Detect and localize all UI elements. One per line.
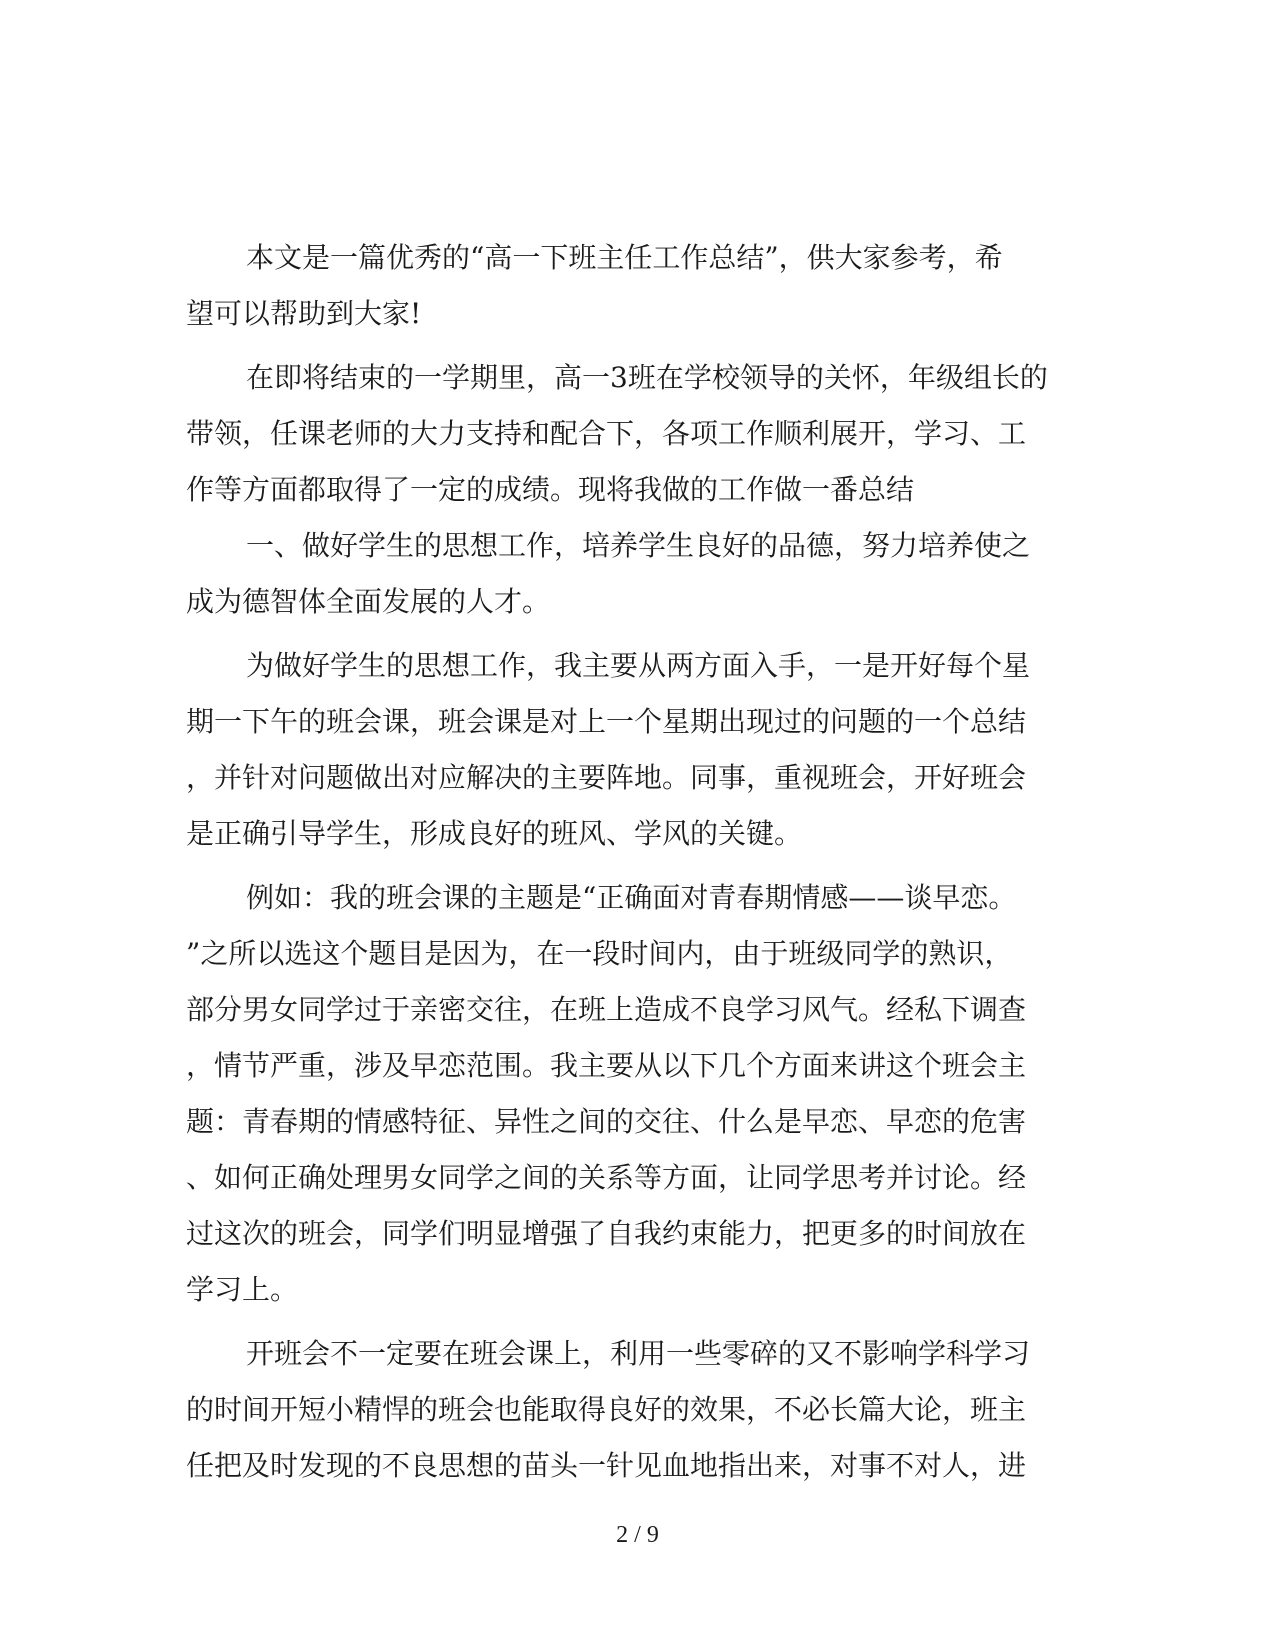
text-line: 是正确引导学生，形成良好的班风、学风的关键。 bbox=[186, 817, 803, 850]
document-body bbox=[186, 230, 1066, 1494]
text-line: 作等方面都取得了一定的成绩。现将我做的工作做一番总结 bbox=[186, 473, 915, 506]
text-line: 望可以帮助到大家! bbox=[186, 297, 422, 330]
text-line: 开班会不一定要在班会课上，利用一些零碎的又不影响学科学习 bbox=[246, 1337, 1031, 1370]
text-line: 本文是一篇优秀的“高一下班主任工作总结”，供大家参考，希 bbox=[246, 241, 1003, 274]
text-line: 部分男女同学过于亲密交往，在班上造成不良学习风气。经私下调查 bbox=[186, 993, 1027, 1026]
text-line: 、如何正确处理男女同学之间的关系等方面，让同学思考并讨论。经 bbox=[186, 1161, 1027, 1194]
text-line: 一、做好学生的思想工作，培养学生良好的品德，努力培养使之 bbox=[246, 529, 1031, 562]
text-line: 例如：我的班会课的主题是“正确面对青春期情感——谈早恋。 bbox=[246, 881, 1017, 914]
text-line: 任把及时发现的不良思想的苗头一针见血地指出来，对事不对人，进 bbox=[186, 1449, 1027, 1482]
text-line: 在即将结束的一学期里，高一3班在学校领导的关怀，年级组长的 bbox=[246, 361, 1048, 394]
text-line: ，情节严重，涉及早恋范围。我主要从以下几个方面来讲这个班会主 bbox=[186, 1049, 1027, 1082]
page-number: 2 / 9 bbox=[616, 1522, 659, 1548]
text-line: 成为德智体全面发展的人才。 bbox=[186, 585, 551, 618]
text-line: ，并针对问题做出对应解决的主要阵地。同事，重视班会，开好班会 bbox=[186, 761, 1027, 794]
text-line: 带领，任课老师的大力支持和配合下，各项工作顺利展开，学习、工 bbox=[186, 417, 1027, 450]
text-line: 题：青春期的情感特征、异性之间的交往、什么是早恋、早恋的危害 bbox=[186, 1105, 1027, 1138]
text-line: 的时间开短小精悍的班会也能取得良好的效果，不必长篇大论，班主 bbox=[186, 1393, 1027, 1426]
text-line: 为做好学生的思想工作，我主要从两方面入手，一是开好每个星 bbox=[246, 649, 1031, 682]
text-line: 过这次的班会，同学们明显增强了自我约束能力，把更多的时间放在 bbox=[186, 1217, 1027, 1250]
text-line: ”之所以选这个题目是因为，在一段时间内，由于班级同学的熟识， bbox=[186, 937, 1013, 970]
text-line: 学习上。 bbox=[186, 1273, 299, 1306]
text-line: 期一下午的班会课，班会课是对上一个星期出现过的问题的一个总结 bbox=[186, 705, 1027, 738]
